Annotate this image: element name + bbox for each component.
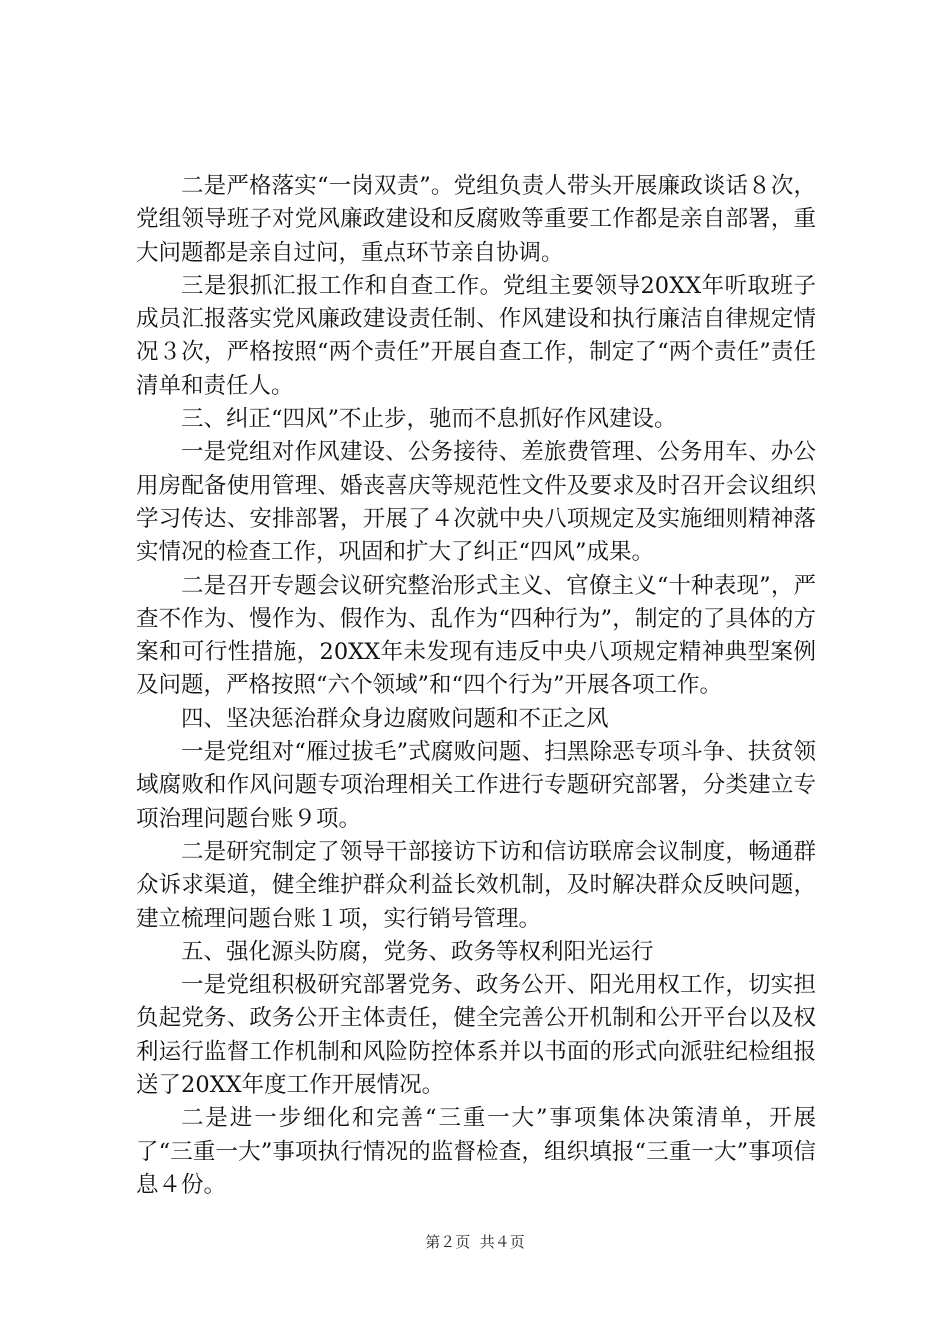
section-heading: 三、纠正“四风”不止步，驰而不息抓好作风建设。 [181, 406, 677, 433]
paragraph: 二是研究制定了领导干部接访下访和信访联席会议制度，畅通群众诉求渠道，健全维护群众利益长效机制，及时解决群众反映问题，建立梳理问题台账１项，实行销号管理。 [136, 838, 816, 932]
page-number-footer: 第２页 共４页 [425, 1233, 525, 1251]
section-heading: 五、强化源头防腐，党务、政务等权利阳光运行 [181, 938, 654, 965]
paragraph: 二是召开专题会议研究整治形式主义、官僚主义“十种表现”，严查不作为、慢作为、假作为、乱作为“四种行为”，制定的了具体的方案和可行性措施，20XX年未发现有违反中央八项规定精神典型案例及问题，严格按照“六个领域”和“四个行为”开展各项工作。 [136, 572, 816, 699]
paragraph: 一是党组对作风建设、公务接待、差旅费管理、公务用车、办公用房配备使用管理、婚丧喜庆等规范性文件及要求及时召开会议组织学习传达、安排部署，开展了４次就中央八项规定及实施细则精神落实情况的检查工作，巩固和扩大了纠正“四风”成果。 [136, 439, 816, 566]
paragraph: 一是党组对“雁过拔毛”式腐败问题、扫黑除恶专项斗争、扶贫领域腐败和作风问题专项治理相关工作进行专题研究部署，分类建立专项治理问题台账９项。 [136, 739, 816, 832]
paragraph: 一是党组积极研究部署党务、政务公开、阳光用权工作，切实担负起党务、政务公开主体责任，健全完善公开机制和公开平台以及权利运行监督工作机制和风险防控体系并以书面的形式向派驻纪检组报送了20XX年度工作开展情况。 [136, 972, 816, 1099]
paragraph: 二是进一步细化和完善“三重一大”事项集体决策清单，开展了“三重一大”事项执行情况的监督检查，组织填报“三重一大”事项信息４份。 [136, 1105, 816, 1198]
paragraph: 三是狠抓汇报工作和自查工作。党组主要领导20XX年听取班子成员汇报落实党风廉政建设责任制、作风建设和执行廉洁自律规定情况３次，严格按照“两个责任”开展自查工作，制定了“两个责任”责任清单和责任人。 [136, 272, 816, 399]
document-body [136, 170, 816, 1202]
section-heading: 四、坚决惩治群众身边腐败问题和不正之风 [181, 705, 609, 732]
paragraph: 二是严格落实“一岗双责”。党组负责人带头开展廉政谈话８次，党组领导班子对党风廉政建设和反腐败等重要工作都是亲自部署，重大问题都是亲自过问，重点环节亲自协调。 [136, 173, 816, 266]
